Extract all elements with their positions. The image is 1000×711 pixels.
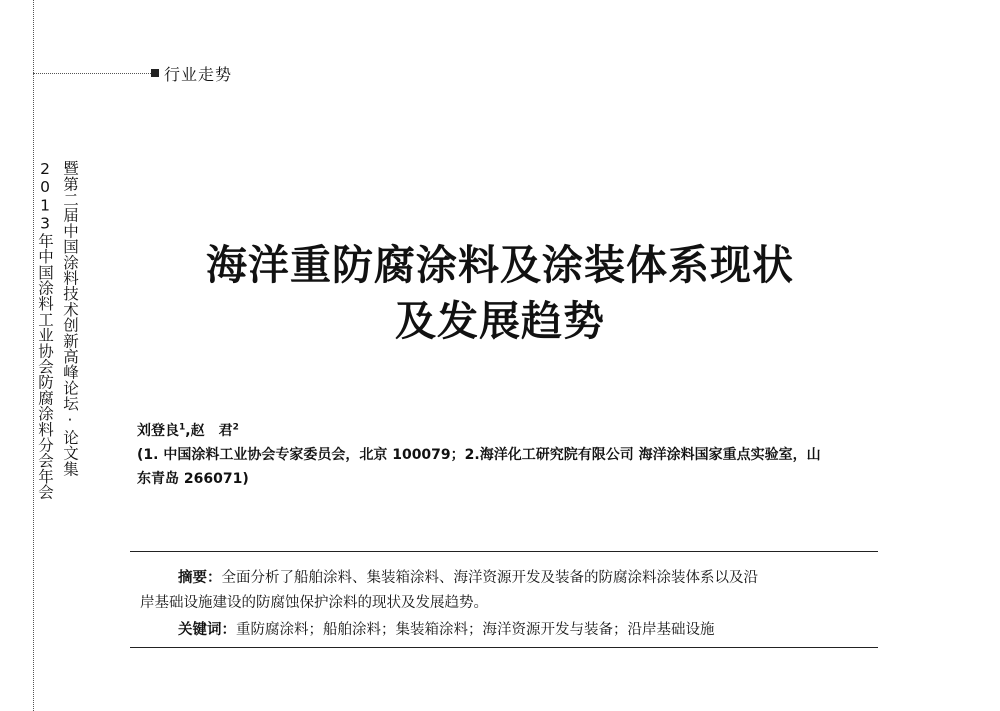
sidebar-collection-title: 暨第二届中国涂料技术创新高峰论坛·论文集 — [61, 160, 79, 477]
abstract-line — [140, 566, 875, 591]
author-affiliation-mark: 1 — [179, 422, 186, 433]
abstract-top-rule — [130, 551, 878, 552]
abstract-line: 岸基础设施建设的防腐蚀保护涂料的现状及发展趋势。 — [140, 595, 488, 611]
sidebar-conference-title: 2013年中国涂料工业协会防腐涂料分会年会 — [36, 160, 54, 500]
affiliations — [137, 443, 877, 491]
author-name: 赵 君 — [190, 423, 233, 439]
author-name: 刘登良 — [137, 423, 179, 439]
abstract-bottom-rule — [130, 647, 878, 648]
keywords-line — [140, 618, 875, 643]
author-list — [137, 420, 239, 440]
keywords-label: 关键词： — [178, 622, 236, 638]
margin-dotted-line — [33, 0, 34, 711]
abstract-label: 摘要： — [178, 570, 222, 586]
abstract-block — [140, 566, 875, 643]
keywords-text: 重防腐涂料；船舶涂料；集装箱涂料；海洋资源开发与装备；沿岸基础设施 — [236, 622, 715, 638]
article-title-line2: 及发展趋势 — [395, 297, 605, 345]
header-dotted-line — [33, 73, 151, 74]
affiliation-line: 东青岛 266071) — [137, 471, 249, 487]
author-affiliation-mark: 2 — [232, 422, 239, 433]
affiliation-line: (1. 中国涂料工业协会专家委员会，北京 100079；2.海洋化工研究院有限公司 海洋涂料国家重点实验室，山 — [137, 447, 821, 463]
square-bullet-icon — [151, 69, 159, 77]
author-separator: , — [185, 423, 191, 439]
article-title-line1: 海洋重防腐涂料及涂装体系现状 — [206, 241, 794, 289]
section-label: 行业走势 — [164, 65, 233, 84]
abstract-text: 全面分析了船舶涂料、集装箱涂料、海洋资源开发及装备的防腐涂料涂装体系以及沿 — [221, 570, 758, 586]
